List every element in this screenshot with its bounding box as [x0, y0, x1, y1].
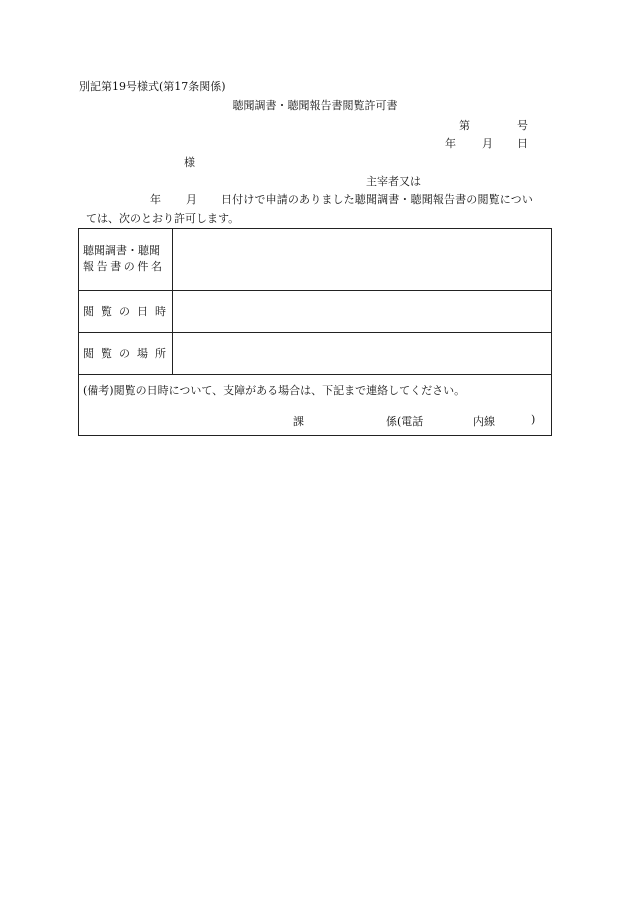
subject-label — [83, 243, 165, 275]
subject-label-line1: 聴聞調書・聴聞 — [83, 244, 160, 257]
body-text-line2: ては、次のとおり許可します。 — [86, 212, 240, 225]
permit-table — [78, 228, 552, 436]
table-row-divider — [79, 290, 551, 291]
date-year: 年 — [445, 137, 456, 150]
date-month: 月 — [482, 137, 493, 150]
contact-extension: 内線 — [473, 415, 495, 428]
contact-close-paren: ) — [531, 413, 536, 426]
date-day: 日 — [517, 137, 528, 150]
body-text-line1: 日付けで申請のありました聴聞調書・聴聞報告書の閲覧につい — [221, 193, 533, 206]
subject-label-line2: 報告書の件名 — [83, 260, 165, 273]
contact-section-ka: 課 — [293, 415, 304, 428]
number-go: 号 — [517, 119, 528, 132]
form-label: 別記第19号様式(第17条関係) — [79, 80, 226, 93]
table-row-divider — [79, 374, 551, 375]
addressee-honorific: 様 — [184, 156, 195, 169]
contact-kakari-tel: 係(電話 — [386, 415, 424, 428]
table-row-divider — [79, 332, 551, 333]
datetime-label: 閲覧の日時 — [83, 305, 173, 318]
remarks-text: (備考)閲覧の日時について、支障がある場合は、下記まで連絡してください。 — [83, 384, 466, 397]
place-label: 閲覧の場所 — [83, 347, 173, 360]
body-month: 月 — [186, 193, 197, 206]
document-title: 聴聞調書・聴聞報告書閲覧許可書 — [232, 99, 398, 112]
number-dai: 第 — [459, 119, 470, 132]
issuer-organizer: 主宰者又は — [366, 175, 421, 188]
body-year: 年 — [150, 193, 161, 206]
